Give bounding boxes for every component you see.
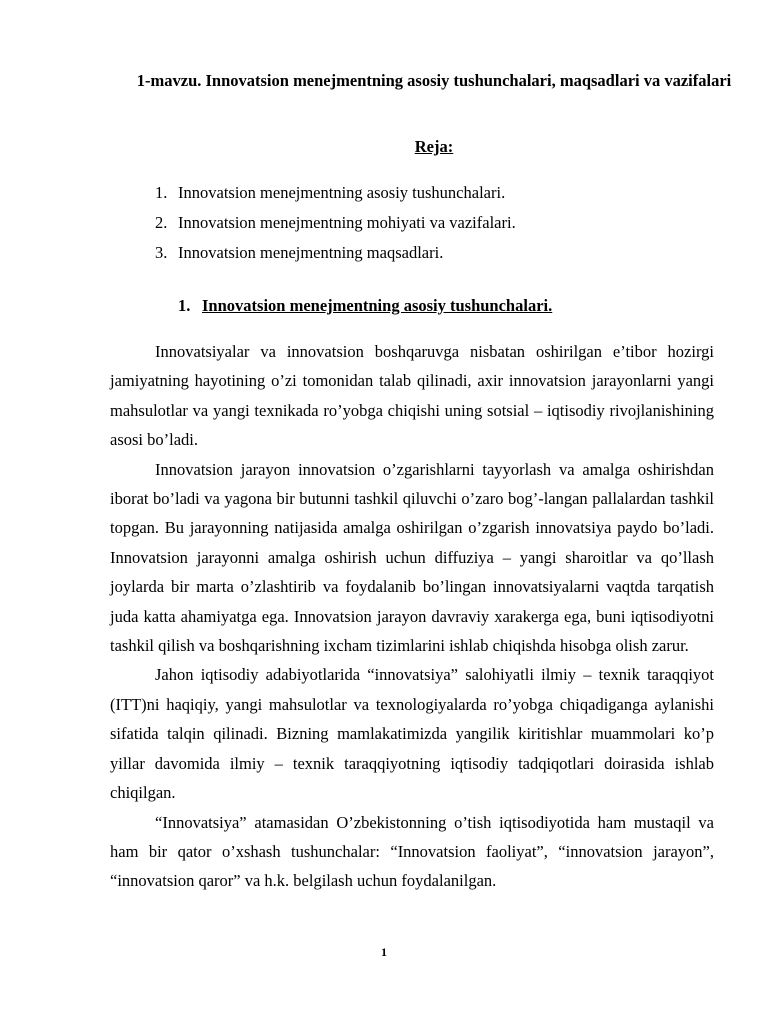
plan-item bbox=[155, 238, 516, 268]
paragraph: Innovatsiyalar va innovatsion boshqaruvga nisbatan oshirilgan e’tibor hozirgi jamiyatning hayotining o’zi tomonidan talab qilinadi, axir innovatsion jarayonlarni yangi mahsulotlar va yangi texnikada ro’yobga chiqishi uning sotsial – iqtisodiy rivojlanishining asosi bo’ladi. bbox=[110, 342, 714, 450]
section-number: 1. bbox=[178, 296, 191, 315]
plan-item bbox=[155, 208, 516, 238]
plan-item bbox=[155, 178, 516, 208]
section-title: Innovatsion menejmentning asosiy tushunchalari. bbox=[202, 296, 553, 315]
plan-item-number: 2. bbox=[155, 213, 168, 232]
body-text bbox=[110, 337, 714, 896]
paragraph: “Innovatsiya” atamasidan O’zbekistonning o’tish iqtisodiyotida ham mustaqil va ham bir qator o’xshash tushunchalar: “Innovatsion faoliyat”, “innovatsion jarayon”, “innovatsion qaror” va h.k. belgilash uchun foydalanilgan. bbox=[110, 812, 714, 891]
document-title: 1-mavzu. Innovatsion menejmentning asosiy tushunchalari, maqsadlari va vazifalari bbox=[136, 71, 732, 90]
paragraph: Jahon iqtisodiy adabiyotlarida “innovatsiya” salohiyatli ilmiy – texnik taraqqiyot (ITT)ni haqiqiy, yangi mahsulotlar va texnologiyalarda ro’yobga chiqadiganga aylanishi sifatida talqin qilinadi. Bizning mamlakatimizda yangilik kiritishlar muammolari ko’p yillar davomida ilmiy – texnik taraqqiyotning iqtisodiy tadqiqotlari doirasida ishlab chiqilgan. bbox=[110, 665, 714, 803]
page-number: 1 bbox=[381, 945, 387, 959]
section-heading bbox=[178, 296, 552, 316]
plan-item-number: 3. bbox=[155, 243, 168, 262]
plan-item-text: Innovatsion menejmentning asosiy tushunchalari. bbox=[178, 183, 506, 202]
plan-item-text: Innovatsion menejmentning maqsadlari. bbox=[178, 243, 444, 262]
plan-list bbox=[155, 178, 516, 268]
plan-heading: Reja: bbox=[414, 137, 454, 156]
paragraph: Innovatsion jarayon innovatsion o’zgarishlarni tayyorlash va amalga oshirishdan iborat bo’ladi va yagona bir butunni tashkil qiluvchi o’zaro bog’-langan pallalardan tashkil topgan. Bu jarayonning natijasida amalga oshirilgan o’zgarish innovatsiya paydo bo’ladi. Innovatsion jarayonni amalga oshirish uchun diffuziya – yangi sharoitlar va qo’llash joylarda bir marta o’zlashtirib va foydalanib bo’lingan innovatsiyalarni vaqtda tarqatish juda katta ahamiyatga ega. Innovatsion jarayon davraviy xarakerga ega, buni iqtisodiyotni tashkil qilish va boshqarishning ixcham tizimlarini ishlab chiqishda hisobga olish zarur. bbox=[110, 459, 714, 656]
plan-item-text: Innovatsion menejmentning mohiyati va vazifalari. bbox=[178, 213, 516, 232]
plan-item-number: 1. bbox=[155, 183, 168, 202]
